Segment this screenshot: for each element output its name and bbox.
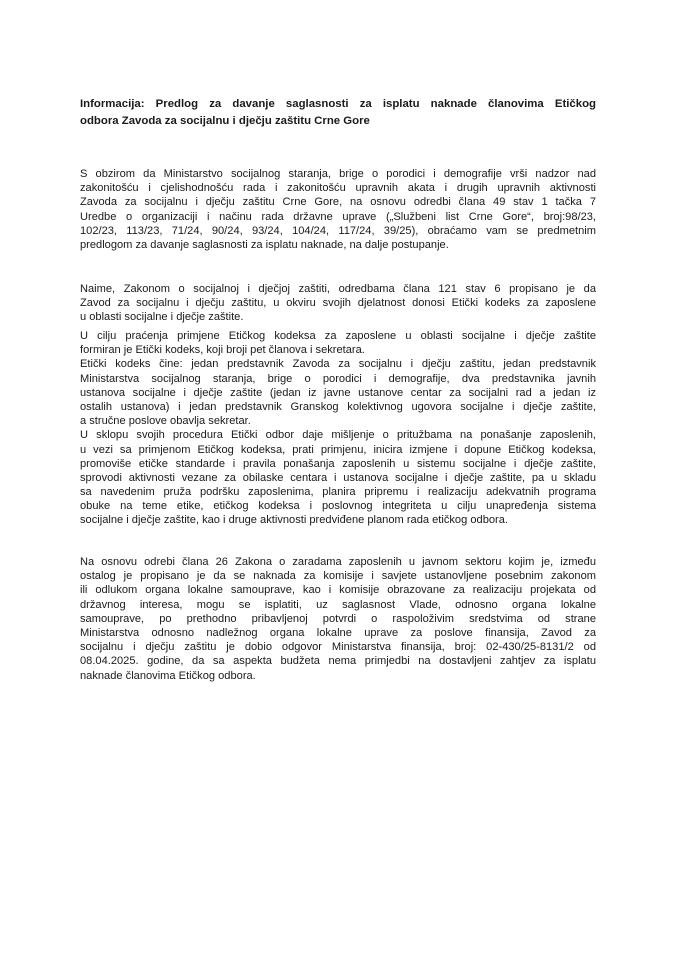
paragraph-intro (80, 167, 596, 252)
text-line: promoviše etičke standarde i pravila ponašanja zaposlenih u sistemu socijalne i dječje zaštite, (80, 457, 596, 470)
text-line: zakonitošću i cjelishodnošću rada i zakonitošću upravnih akata i drugih upravnih aktivnosti (80, 182, 596, 195)
text-line: Uredbe o organizaciji i načinu rada državne uprave („Službeni list Crne Gore“, broj:98/23, (80, 210, 596, 223)
text-line: ostalog je propisano je da se naknada za komisije i savjete ustanovljene posebnim zakonom (80, 570, 596, 583)
text-line: 102/23, 113/23, 71/24, 90/24, 93/24, 104/24, 117/24, 39/25), obraćamo vam se predmetnim (80, 224, 596, 237)
text-line: u oblasti socijalne i dječje zaštite. (80, 311, 244, 324)
text-line: Etički kodeks čine: jedan predstavnik Zavoda za socijalnu i dječju zaštitu, jedan predstavnik (80, 358, 596, 371)
text-line: U cilju praćenja primjene Etičkog kodeksa za zaposlene u oblasti socijalne i dječje zaštite (80, 330, 596, 342)
text-line: socijalnu i dječju zaštitu je dobio odgovor Ministarstva finansija, broj: 02-430/25-8131/2 od (80, 641, 596, 654)
text-line: ustanova socijalne i dječje zaštite (jedan iz javne ustanove centar za socijalni rad a jedan iz (80, 386, 596, 399)
text-line: ostalih ustanova) i jedan predstavnik Granskog kolektivnog ugovora socijalne i dječje zaštite, (80, 400, 596, 413)
document-title (80, 96, 596, 130)
text-line: Na osnovu odrebi člana 26 Zakona o zaradama zaposlenih u javnom sektoru kojim je, između (80, 556, 596, 568)
text-line: državnog interesa, mogu se isplatiti, uz saglasnost Vlade, odnosno organa lokalne (80, 598, 596, 611)
text-line: naknade članovima Etičkog odbora. (80, 669, 256, 682)
text-line: S obzirom da Ministarstvo socijalnog staranja, brige o porodici i demografije vrši nadzor nad (80, 168, 596, 180)
text-line: obuke na teme etike, etičkog kodeksa i poslovnog integriteta u cilju unapređenja sistema (80, 500, 596, 513)
text-line: Zavod za socijalnu i dječju zaštitu, u okviru svojih djelatnost donosi Etički kodeks za zaposlene (80, 297, 596, 310)
text-line: ili odlukom organa lokalne samouprave, kao i komisije obrazovane za realizaciju projekata od (80, 584, 596, 597)
text-line: formiran je Etički kodeks, koji broji pet članova i sekretara. (80, 344, 365, 357)
text-line: sprovodi aktivnosti vezane za obilaske centara i ustanova socijalne i dječje zaštite, pa u skladu (80, 471, 596, 484)
text-line: sa navedenim pruža podršku zaposlenima, planira pripremu i realizaciju adekvatnih programa (80, 486, 596, 499)
text-line: U sklopu svojih procedura Etički odbor daje mišljenje o pritužbama na ponašanje zaposlenih, (80, 429, 596, 442)
paragraph-law (80, 282, 596, 325)
text-line: Zavoda za socijalnu i dječju zaštitu Crne Gore, na osnovu odredbi člana 49 stav 1 tačka 7 (80, 196, 596, 209)
text-line: socijalne i dječje zaštite, kao i druge aktivnosti predviđene planom rada etičkog odbora. (80, 514, 508, 527)
text-line: samouprave, po prethodno pribavljenoj potvrdi o raspoloživim sredstvima od strane (80, 612, 596, 625)
text-line: a stručne poslove obavlja sekretar. (80, 415, 251, 428)
paragraph-ethics-board (80, 329, 596, 528)
text-line: u vezi sa primjenom Etičkog kodeksa, prati primjenu, inicira izmjene i dopune Etičkog kodeksa, (80, 443, 596, 456)
text-line: Ministarstva odnosno nadležnog organa lokalne uprave za poslove finansija, Zavod za (80, 626, 596, 639)
text-line: 08.04.2025. godine, da sa aspekta budžeta nema primjedbi na dostavljeni zahtjev za isplatu (80, 655, 596, 668)
text-line: Ministarstva socijalnog staranja, brige o porodici i demografije, dva predstavnika javnih (80, 372, 596, 385)
text-line: predlogom za davanje saglasnosti za isplatu naknade, na dalje postupanje. (80, 238, 449, 251)
text-line: Naime, Zakonom o socijalnoj i dječjoj zaštiti, odredbama člana 121 stav 6 propisano je da (80, 283, 596, 295)
paragraph-compensation (80, 555, 596, 683)
text-line: odbora Zavoda za socijalnu i dječju zaštitu Crne Gore (80, 115, 370, 127)
text-line: Informacija: Predlog za davanje saglasnosti za isplatu naknade članovima Etičkog (80, 98, 596, 110)
